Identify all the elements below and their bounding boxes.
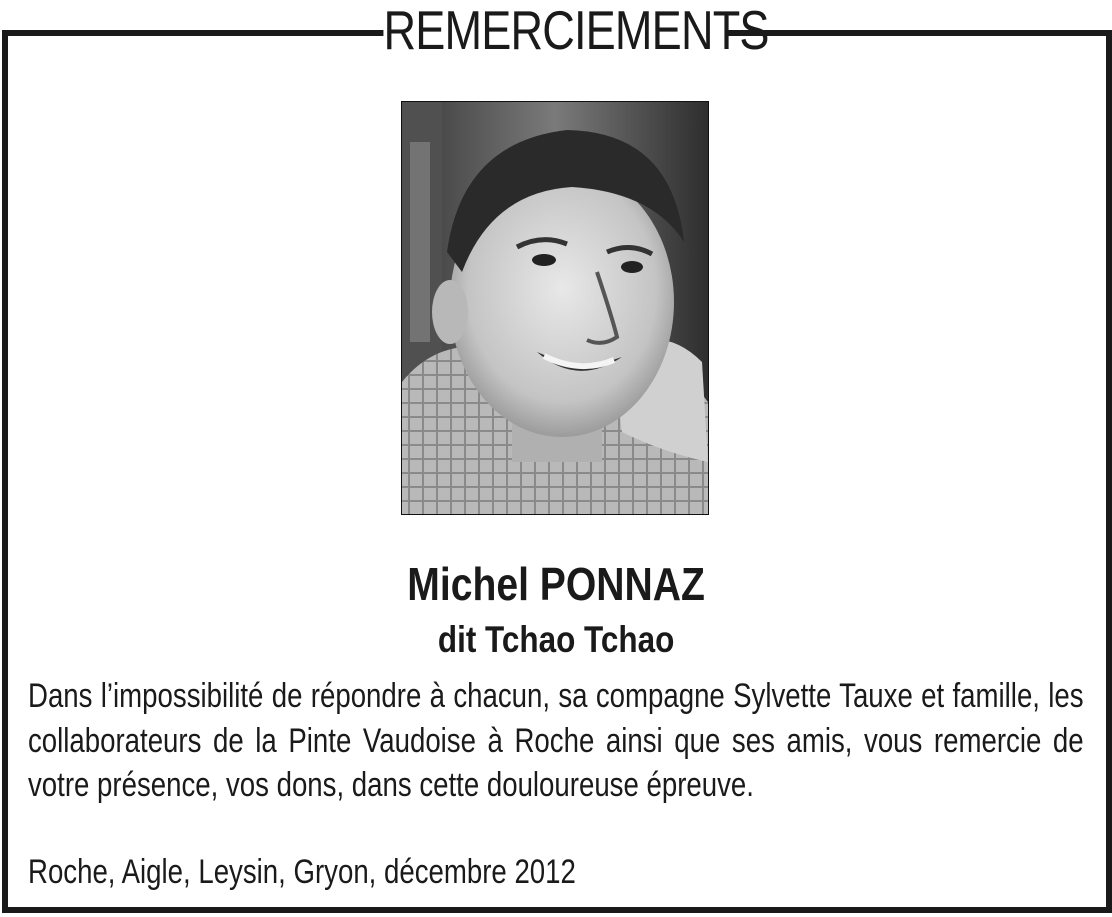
place-and-date: Roche, Aigle, Leysin, Gryon, décembre 2012 — [28, 853, 576, 891]
notice-heading: REMERCIEMENTS — [383, 0, 769, 61]
thank-you-message: Dans l’impossibilité de répondre à chacun, sa compagne Sylvette Tauxe et famille, les collaborateurs de la Pinte Vaudoise à Roche ainsi que ses amis, vous remercie de votre présence, vos dons, dans cette douloureuse épreuve. — [28, 677, 1084, 804]
deceased-nickname-text: dit Tchao Tchao — [437, 619, 675, 660]
portrait-photo — [401, 101, 709, 515]
deceased-name — [0, 556, 1112, 612]
deceased-name-text: Michel PONNAZ — [407, 558, 705, 610]
deceased-nickname — [0, 616, 1112, 664]
